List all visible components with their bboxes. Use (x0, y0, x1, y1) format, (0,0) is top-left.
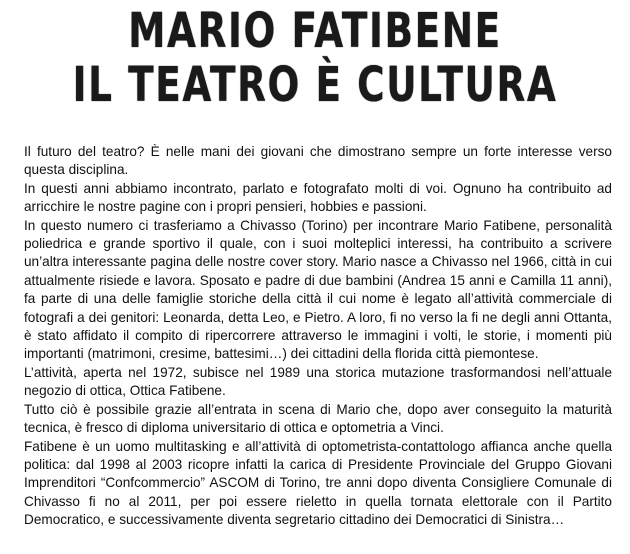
headline-subtitle: IL TEATRO È CULTURA (72, 57, 558, 113)
paragraph-shop: L’attività, aperta nel 1972, subisce nel 1989 una storica mutazione trasformandosi nell’attuale negozio di ottica, Ottica Fatibene. (24, 364, 612, 399)
paragraph-politics: Fatibene è un uomo multitasking e all’attività di optometrista-contattologo affianca anche quella politica: dal 1998 al 2003 ricopre infatti la carica di Presidente Provinciale del Gruppo Giovani Imprenditori “Confcommercio” ASCOM di Torino, tre anni dopo diventa Consigliere Comunale di Chivasso fi no al 2011, per poi essere rieletto in quella tornata elettorale con il Partito Democratico, e successivamente diventa segretario cittadino dei Democratici di Sinistra… (24, 438, 612, 528)
headline-name: MARIO FATIBENE (128, 3, 502, 59)
paragraph-intro: Il futuro del teatro? È nelle mani dei giovani che dimostrano sempre un forte interesse verso questa disciplina. (24, 144, 612, 178)
paragraph-meetings: In questi anni abbiamo incontrato, parlato e fotografato molti di voi. Ognuno ha contribuito ad arricchire le nostre pagine con i propri pensieri, hobbies e passioni. (24, 180, 612, 215)
article-body (24, 143, 612, 530)
paragraph-biography: In questo numero ci trasferiamo a Chivasso (Torino) per incontrare Mario Fatibene, personalità poliedrica e grande sportivo il quale, con i suoi molteplici interessi, ha contribuito a scrivere un’altra interessante pagina delle nostre cover story. Mario nasce a Chivasso nel 1966, città in cui attualmente risiede e lavora. Sposato e padre di due bambini (Andrea 15 anni e Camilla 11 anni), fa parte di una delle famiglie storiche della città il cui nome è legato all’attività commerciale di fotografi a dei genitori: Leonarda, detta Leo, e Pietro. A loro, fi no verso la fi ne degli anni Ottanta, è stato affidato il compito di ripercorrere attraverso le immagini i volti, le storie, i momenti più importanti (matrimoni, cresime, battesimi…) dei cittadini della florida città piemontese. (24, 217, 612, 362)
headline (0, 4, 630, 112)
paragraph-education: Tutto ciò è possibile grazie all’entrata in scena di Mario che, dopo aver conseguito la maturità tecnica, è fresco di diploma universitario di ottica e optometria a Vinci. (24, 401, 612, 436)
